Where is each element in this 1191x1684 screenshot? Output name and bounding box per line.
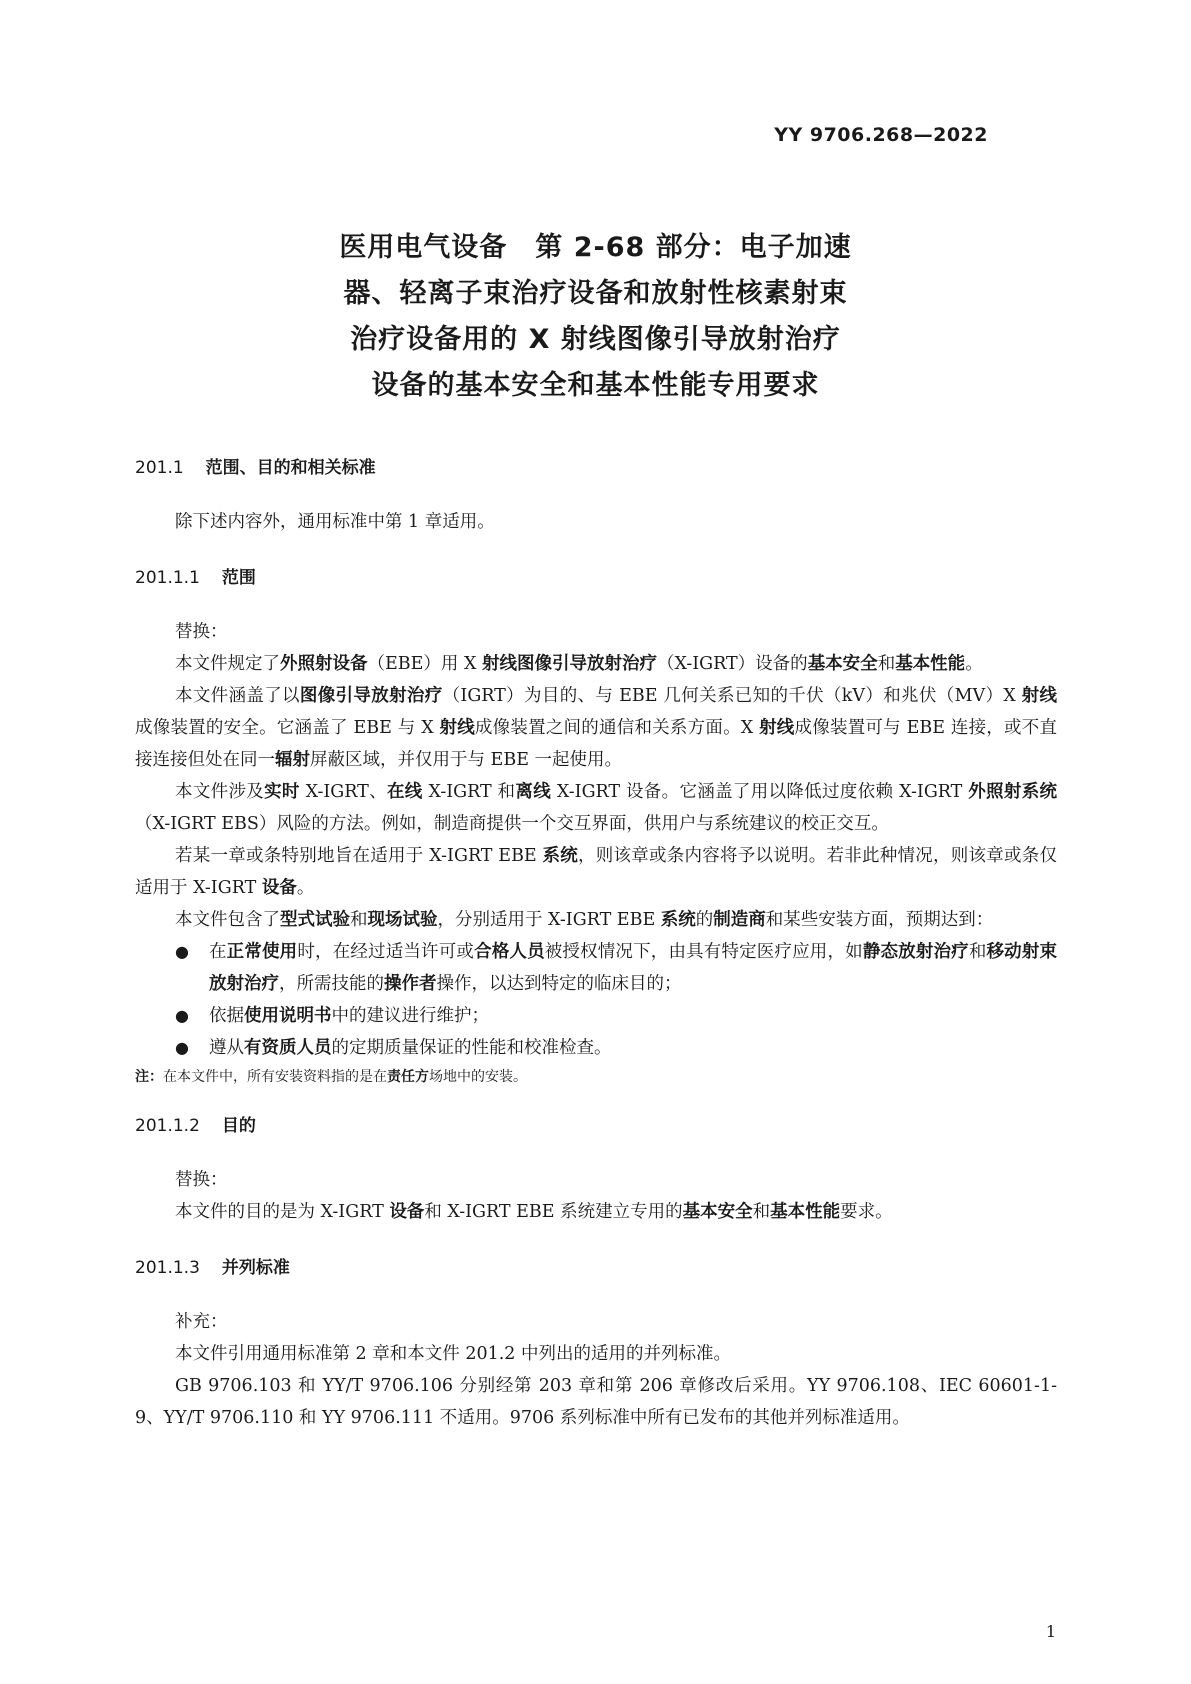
section-title: 范围、目的和相关标准 — [205, 458, 376, 478]
paragraph: 本文件涉及实时 X-IGRT、在线 X-IGRT 和离线 X-IGRT 设备。它涵盖了用以降低过度依赖 X-IGRT 外照射系统（X-IGRT EBS）风险的方法。例如，制造商提供一个交互界面，供用户与系统建议的校正交互。 — [135, 782, 1058, 834]
section-heading-201-1 — [135, 452, 1057, 484]
bullet-icon: ● — [175, 1006, 189, 1025]
section-number: 201.1.2 — [135, 1116, 200, 1136]
bullet-icon: ● — [175, 942, 189, 961]
paragraph: GB 9706.103 和 YY/T 9706.106 分别经第 203 章和第 206 章修改后采用。YY 9706.108、IEC 60601-1-9、YY/T 9706.110 和 YY 9706.111 不适用。9706 系列标准中所有已发布的其他并列标准适用。 — [135, 1376, 1057, 1428]
standard-number: YY 9706.268—2022 — [774, 124, 988, 146]
bullet-list — [135, 936, 1057, 1064]
paragraph: 本文件引用通用标准第 2 章和本文件 201.2 中列出的适用的并列标准。 — [175, 1344, 731, 1364]
paragraph: 本文件包含了型式试验和现场试验，分别适用于 X-IGRT EBE 系统的制造商和某些安装方面，预期达到： — [175, 910, 994, 930]
section-heading-201-1-3 — [135, 1252, 1057, 1284]
title-line: 医用电气设备 第 2-68 部分：电子加速 — [339, 232, 852, 263]
replace-label: 替换： — [175, 622, 228, 642]
section-title: 目的 — [221, 1116, 256, 1136]
paragraph: 除下述内容外，通用标准中第 1 章适用。 — [175, 512, 495, 532]
supplement-label: 补充： — [175, 1312, 228, 1332]
list-item: ● 在正常使用时，在经过适当许可或合格人员被授权情况下，由具有特定医疗应用，如静态放射治疗和移动射束放射治疗，所需技能的操作者操作，以达到特定的临床目的； — [135, 936, 1057, 1000]
section-number: 201.1.1 — [135, 568, 200, 588]
paragraph: 本文件规定了外照射设备（EBE）用 X 射线图像引导放射治疗（X-IGRT）设备的基本安全和基本性能。 — [175, 654, 983, 674]
document-title — [0, 225, 1191, 409]
section-number: 201.1 — [135, 458, 184, 478]
title-line: 设备的基本安全和基本性能专用要求 — [371, 370, 820, 401]
bullet-icon: ● — [175, 1038, 189, 1057]
section-title: 并列标准 — [221, 1258, 290, 1278]
section-heading-201-1-1 — [135, 562, 1057, 594]
list-item: ● 遵从有资质人员的定期质量保证的性能和校准检查。 — [135, 1032, 1057, 1064]
section-number: 201.1.3 — [135, 1258, 200, 1278]
paragraph: 本文件涵盖了以图像引导放射治疗（IGRT）为目的、与 EBE 几何关系已知的千伏（kV）和兆伏（MV）X 射线成像装置的安全。它涵盖了 EBE 与 X 射线成像装置之间的通信和关系方面。X 射线成像装置可与 EBE 连接，或不直接连接但处在同一辐射屏蔽区域，并仅用于与 EBE 一起使用。 — [135, 686, 1058, 770]
note: 注：在本文件中，所有安装资料指的是在责任方场地中的安装。 — [135, 1069, 527, 1085]
document-body — [135, 452, 1057, 1434]
section-title: 范围 — [221, 568, 256, 588]
replace-label: 替换： — [175, 1170, 228, 1190]
paragraph: 若某一章或条特别地旨在适用于 X-IGRT EBE 系统，则该章或条内容将予以说明。若非此种情况，则该章或条仅适用于 X-IGRT 设备。 — [135, 846, 1058, 898]
title-line: 治疗设备用的 X 射线图像引导放射治疗 — [350, 324, 841, 355]
title-line: 器、轻离子束治疗设备和放射性核素射束 — [343, 278, 848, 309]
page-number: 1 — [1045, 1622, 1056, 1641]
paragraph: 本文件的目的是为 X-IGRT 设备和 X-IGRT EBE 系统建立专用的基本安全和基本性能要求。 — [175, 1202, 893, 1222]
list-item: ● 依据使用说明书中的建议进行维护； — [135, 1000, 1057, 1032]
section-heading-201-1-2 — [135, 1110, 1057, 1142]
